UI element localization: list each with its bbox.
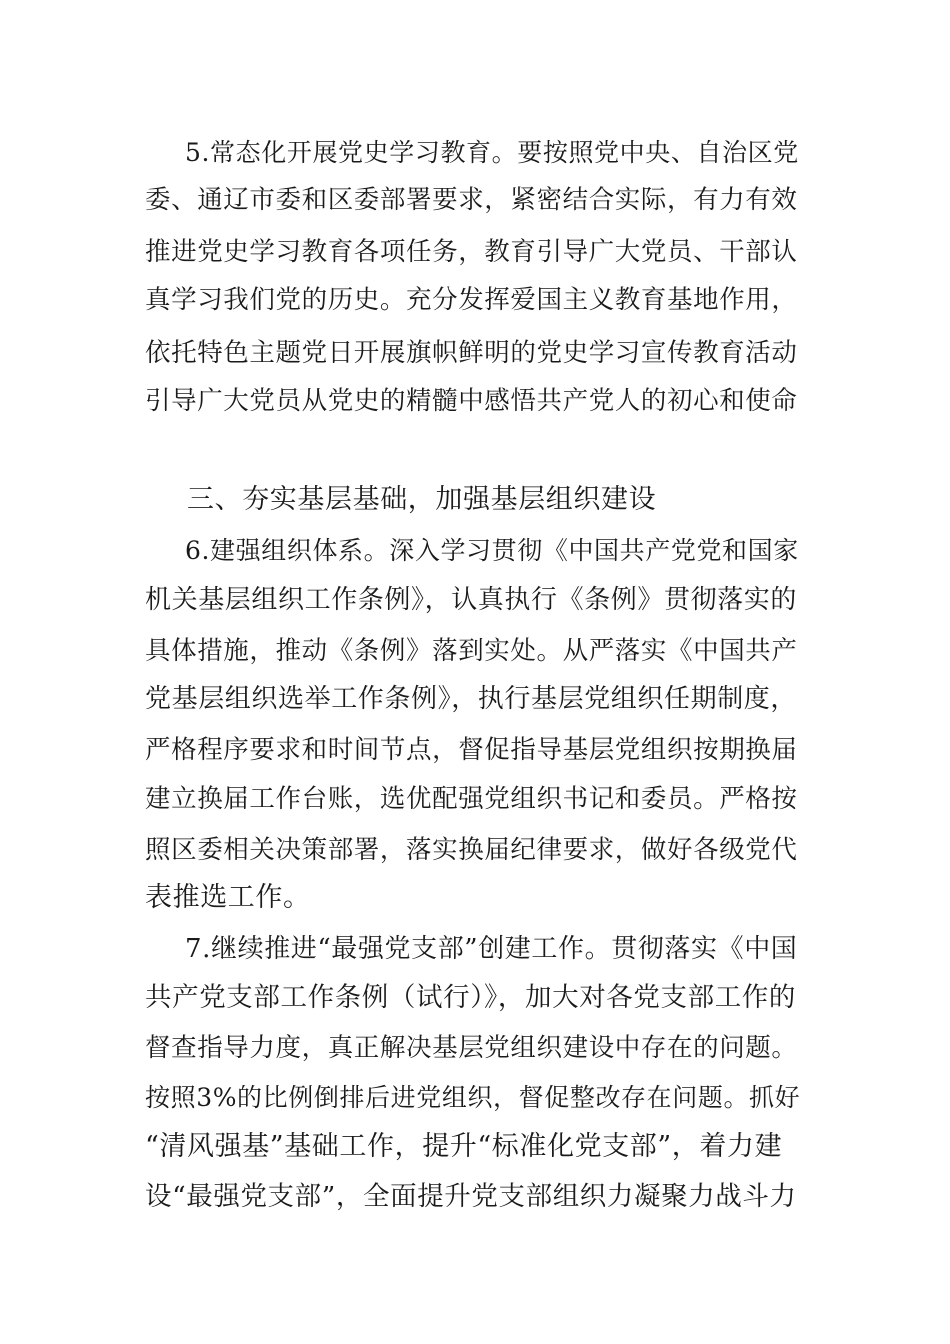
para6-line-8: 表推选工作。 — [145, 882, 311, 913]
para5-line-1: 5.常态化开展党史学习教育。要按照党中央、自治区党 — [185, 138, 799, 167]
para5-line-3: 推进党史学习教育各项任务，教育引导广大党员、干部认 — [145, 237, 798, 267]
section-3-heading: 三、夯实基层基础，加强基层组织建设 — [187, 484, 657, 515]
para5-line-6: 引导广大党员从党史的精髓中感悟共产党人的初心和使命 — [145, 386, 798, 416]
para6-line-5: 严格程序要求和时间节点，督促指导基层党组织按期换届 — [145, 735, 798, 765]
para7-line-1: 7.继续推进“最强党支部”创建工作。贯彻落实《中国 — [185, 934, 798, 964]
para7-line-2: 共产党支部工作条例（试行）》，加大对各党支部工作的 — [145, 982, 796, 1013]
para7-line-3: 督查指导力度，真正解决基层党组织建设中存在的问题。 — [145, 1033, 798, 1063]
para7-line-6: 设“最强党支部”，全面提升党支部组织力凝聚力战斗力 — [145, 1181, 797, 1212]
para7-line-5: “清风强基”基础工作，提升“标准化党支部”，着力建 — [145, 1131, 783, 1162]
para7-line-4: 按照3%的比例倒排后进党组织，督促整改存在问题。抓好 — [145, 1083, 801, 1112]
para6-line-6: 建立换届工作台账，选优配强党组织书记和委员。严格按 — [145, 784, 798, 814]
para5-line-2: 委、通辽市委和区委部署要求，紧密结合实际，有力有效 — [145, 185, 798, 215]
para5-line-4: 真学习我们党的历史。充分发挥爱国主义教育基地作用， — [145, 285, 798, 315]
para6-line-1: 6.建强组织体系。深入学习贯彻《中国共产党党和国家 — [185, 536, 799, 565]
para5-line-5: 依托特色主题党日开展旗帜鲜明的党史学习宣传教育活动 — [145, 338, 798, 368]
para6-line-2: 机关基层组织工作条例》，认真执行《条例》贯彻落实的 — [145, 585, 798, 615]
para6-line-3: 具体措施，推动《条例》落到实处。从严落实《中国共产 — [145, 636, 798, 666]
para6-line-4: 党基层组织选举工作条例》，执行基层党组织任期制度， — [145, 684, 798, 714]
para6-line-7: 照区委相关决策部署，落实换届纪律要求，做好各级党代 — [145, 835, 798, 865]
